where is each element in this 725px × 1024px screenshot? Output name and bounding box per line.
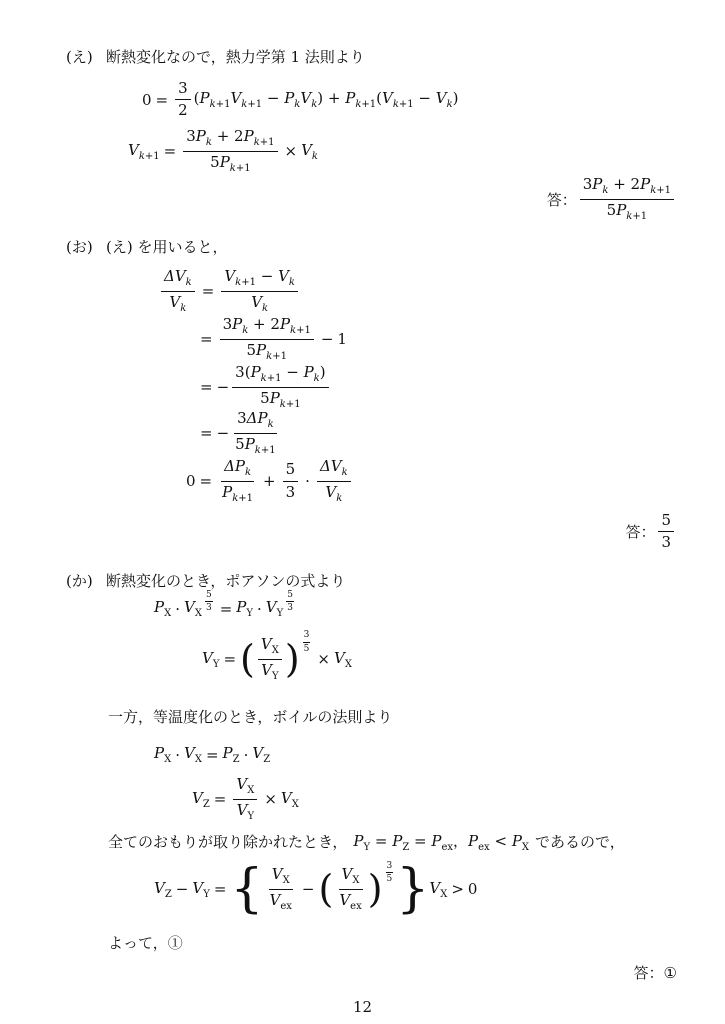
label-o: (お) (66, 238, 93, 256)
equation-ka-4: $V_Z$ = $\frac{V_X}{V_Y}$ × $V_X$ (192, 775, 299, 822)
equation-o-5: 0 = $\frac{\Delta P_k}{P_{k+1}}$ + $\frac{5}{3}$ · $\frac{\Delta V_k}{V_k}$ (186, 458, 354, 504)
answer-o: 答： $\frac{5}{3}$ (625, 512, 677, 552)
problem-label-o (66, 236, 93, 257)
conclusion-ka: よって，① (108, 934, 183, 952)
equation-e-1: 0 = $\frac{3}{2}$ $(P_{k+1}V_{k+1} - P_kV_k) + P_{k+1}(V_{k+1} - V_k)$ (142, 79, 459, 120)
equation-ka-1: $P_X$ · $V_X$ $\frac{5}{3}$ = $P_Y$ · $V_Y$ $\frac{5}{3}$ (154, 589, 293, 619)
intro-e: 断熱変化なので，熱力学第 1 法則より (106, 48, 365, 66)
intro2-ka: 一方，等温度化のとき，ボイルの法則より (108, 708, 393, 726)
equation-e-2: $V_{k+1}$ = $\frac{3P_k + 2P_{k+1}}{5P_{k+1}}$ × $V_k$ (128, 127, 318, 174)
intro3-ka: 全てのおもりが取り除かれたとき， $P_Y = P_Z = P_{ex}$，$P_{ex} < P_X$ であるので， (108, 832, 625, 853)
answer-value-ka: ① (663, 963, 677, 982)
equation-o-4: = − $\frac{3\Delta P_k}{5P_{k+1}}$ (200, 409, 276, 456)
equation-o-2: = $\frac{3P_k + 2P_{k+1}}{5P_{k+1}}$ − 1 (200, 315, 347, 362)
equation-ka-5: $V_Z$ − $V_Y$ = { $\frac{V_X}{V_{ex}}$ − ( $\frac{V_X}{V_{ex}}$ ) $\frac{3}{5}$ } $V_X$ > 0 (154, 859, 478, 919)
intro3-ka-b: であるので， (535, 833, 625, 851)
answer-ka (634, 962, 677, 983)
page-number: 12 (352, 998, 373, 1016)
equation-ka-3: $P_X$ · $V_X$ = $P_Z$ · $V_Z$ (154, 744, 271, 765)
answer-e: 答： $\frac{3P_k + 2P_{k+1}}{5P_{k+1}}$ (547, 176, 677, 222)
intro3-ka-a: 全てのおもりが取り除かれたとき， (108, 833, 348, 851)
intro-o: (え) を用いると， (106, 238, 228, 256)
equation-ka-2: $V_Y$ = ( $\frac{V_X}{V_Y}$ ) $\frac{3}{5}$ × $V_X$ (202, 630, 352, 682)
label-ka: (か) (66, 572, 93, 590)
answer-prefix-e: 答： (546, 190, 577, 209)
answer-prefix-o: 答： (625, 523, 656, 542)
label-e: (え) (66, 48, 93, 66)
equation-o-1: $\frac{\Delta V_k}{V_k}$ = $\frac{V_{k+1} - V_k}{V_k}$ (158, 268, 301, 314)
equation-o-3: = − $\frac{3(P_{k+1} - P_k)}{5P_{k+1}}$ (196, 364, 332, 410)
answer-prefix-ka: 答： (633, 964, 664, 982)
problem-label-e (66, 46, 93, 67)
problem-label-ka (66, 570, 93, 591)
intro-ka: 断熱変化のとき，ポアソンの式より (106, 572, 346, 590)
